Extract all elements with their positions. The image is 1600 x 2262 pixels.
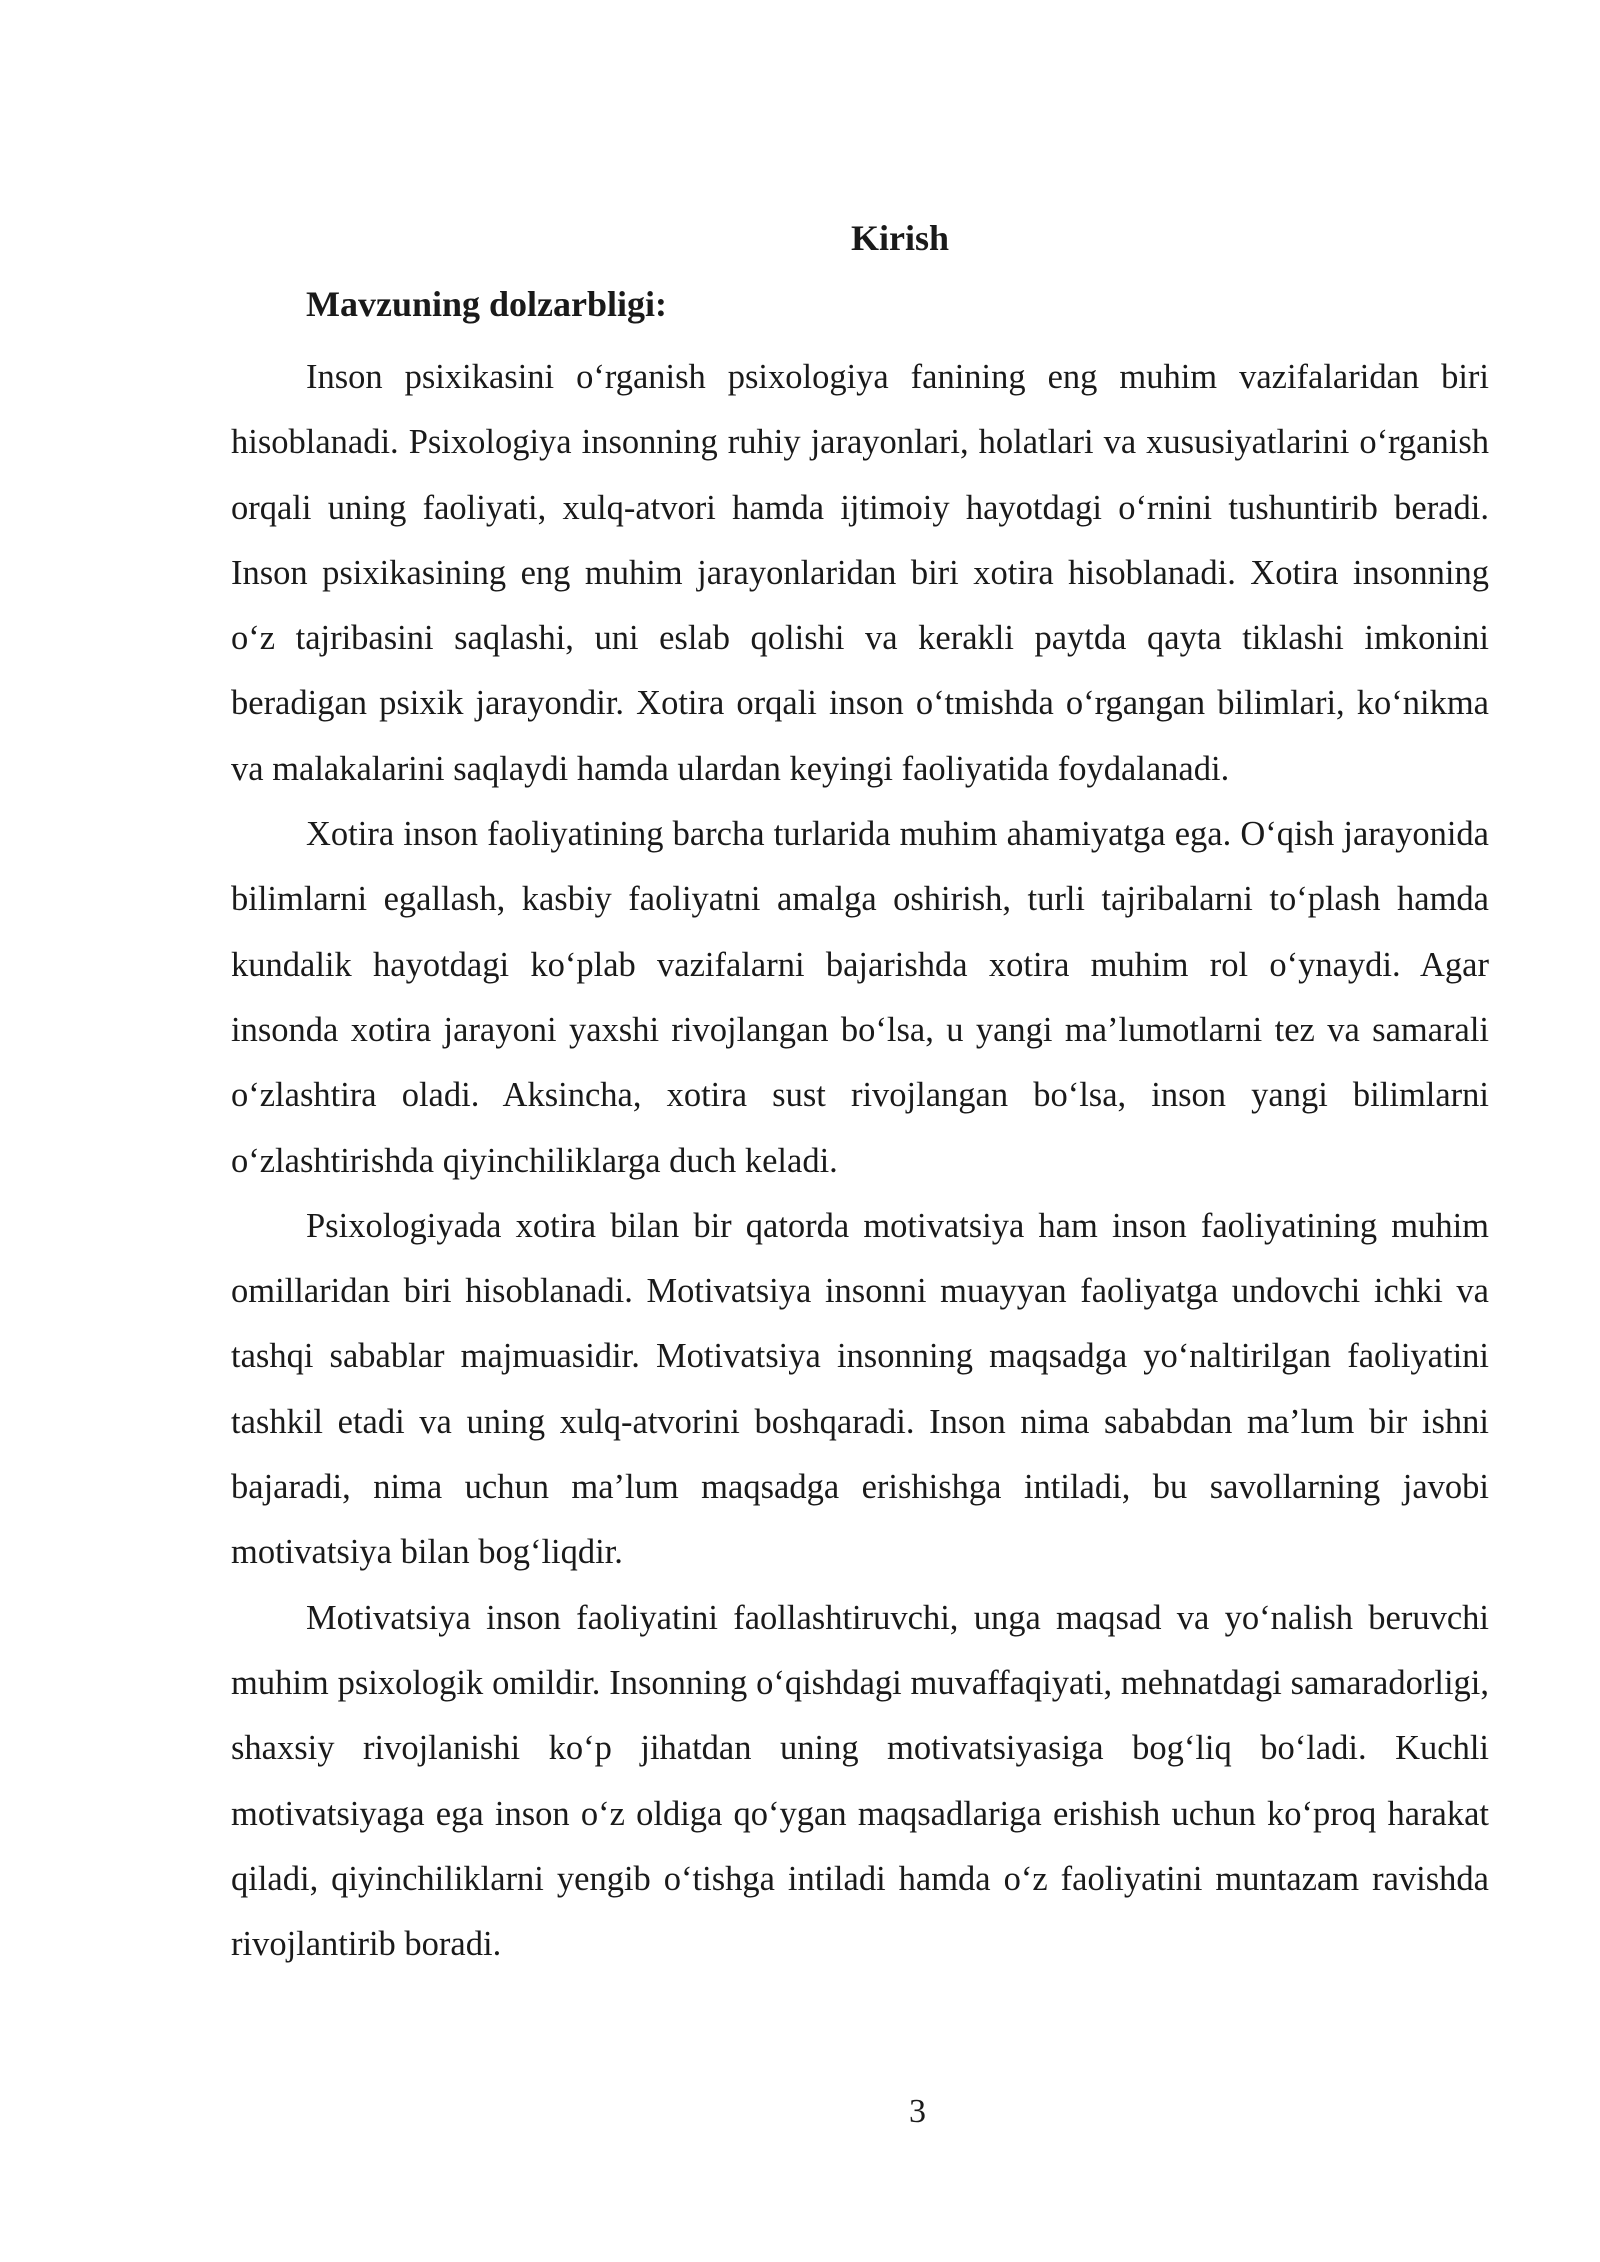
paragraph: Inson psixikasini o‘rganish psixologiya fanining eng muhim vazifalaridan biri hisoblanadi. Psixologiya insonning ruhiy jarayonlari, holatlari va xususiyatlarini o‘rganish orqali uning faoliyati, xulq-atvori hamda ijtimoiy hayotdagi o‘rnini tushuntirib beradi. Inson psixikasining eng muhim jarayonlaridan biri xotira hisoblanadi. Xotira insonning o‘z tajribasini saqlashi, uni eslab qolishi va kerakli paytda qayta tiklashi imkonini beradigan psixik jarayondir. Xotira orqali inson o‘tmishda o‘rgangan bilimlari, ko‘nikma va malakalarini saqlaydi hamda ulardan keyingi faoliyatida foydalanadi. bbox=[231, 358, 1489, 788]
paragraph: Xotira inson faoliyatining barcha turlarida muhim ahamiyatga ega. O‘qish jarayonida bilimlarni egallash, kasbiy faoliyatni amalga oshirish, turli tajribalarni to‘plash hamda kundalik hayotdagi ko‘plab vazifalarni bajarishda xotira muhim rol o‘ynaydi. Agar insonda xotira jarayoni yaxshi rivojlangan bo‘lsa, u yangi ma’lumotlarni tez va samarali o‘zlashtira oladi. Aksincha, xotira sust rivojlangan bo‘lsa, inson yangi bilimlarni o‘zlashtirishda qiyinchiliklarga duch keladi. bbox=[231, 815, 1489, 1180]
paragraph: Psixologiyada xotira bilan bir qatorda motivatsiya ham inson faoliyatining muhim omillaridan biri hisoblanadi. Motivatsiya insonni muayyan faoliyatga undovchi ichki va tashqi sabablar majmuasidir. Motivatsiya insonning maqsadga yo‘naltirilgan faoliyatini tashkil etadi va uning xulq-atvorini boshqaradi. Inson nima sababdan ma’lum bir ishni bajaradi, nima uchun ma’lum maqsadga erishishga intiladi, bu savollarning javobi motivatsiya bilan bog‘liqdir. bbox=[231, 1206, 1489, 1572]
body-text bbox=[231, 345, 1489, 1977]
page-number: 3 bbox=[909, 2093, 926, 2130]
page-title: Kirish bbox=[850, 218, 949, 258]
section-subheading: Mavzuning dolzarbligi: bbox=[306, 284, 668, 324]
paragraph: Motivatsiya inson faoliyatini faollashtiruvchi, unga maqsad va yo‘nalish beruvchi muhim psixologik omildir. Insonning o‘qishdagi muvaffaqiyati, mehnatdagi samaradorligi, shaxsiy rivojlanishi ko‘p jihatdan uning motivatsiyasiga bog‘liq bo‘ladi. Kuchli motivatsiyaga ega inson o‘z oldiga qo‘ygan maqsadlariga erishish uchun ko‘proq harakat qiladi, qiyinchiliklarni yengib o‘tishga intiladi hamda o‘z faoliyatini muntazam ravishda rivojlantirib boradi. bbox=[231, 1598, 1489, 1964]
